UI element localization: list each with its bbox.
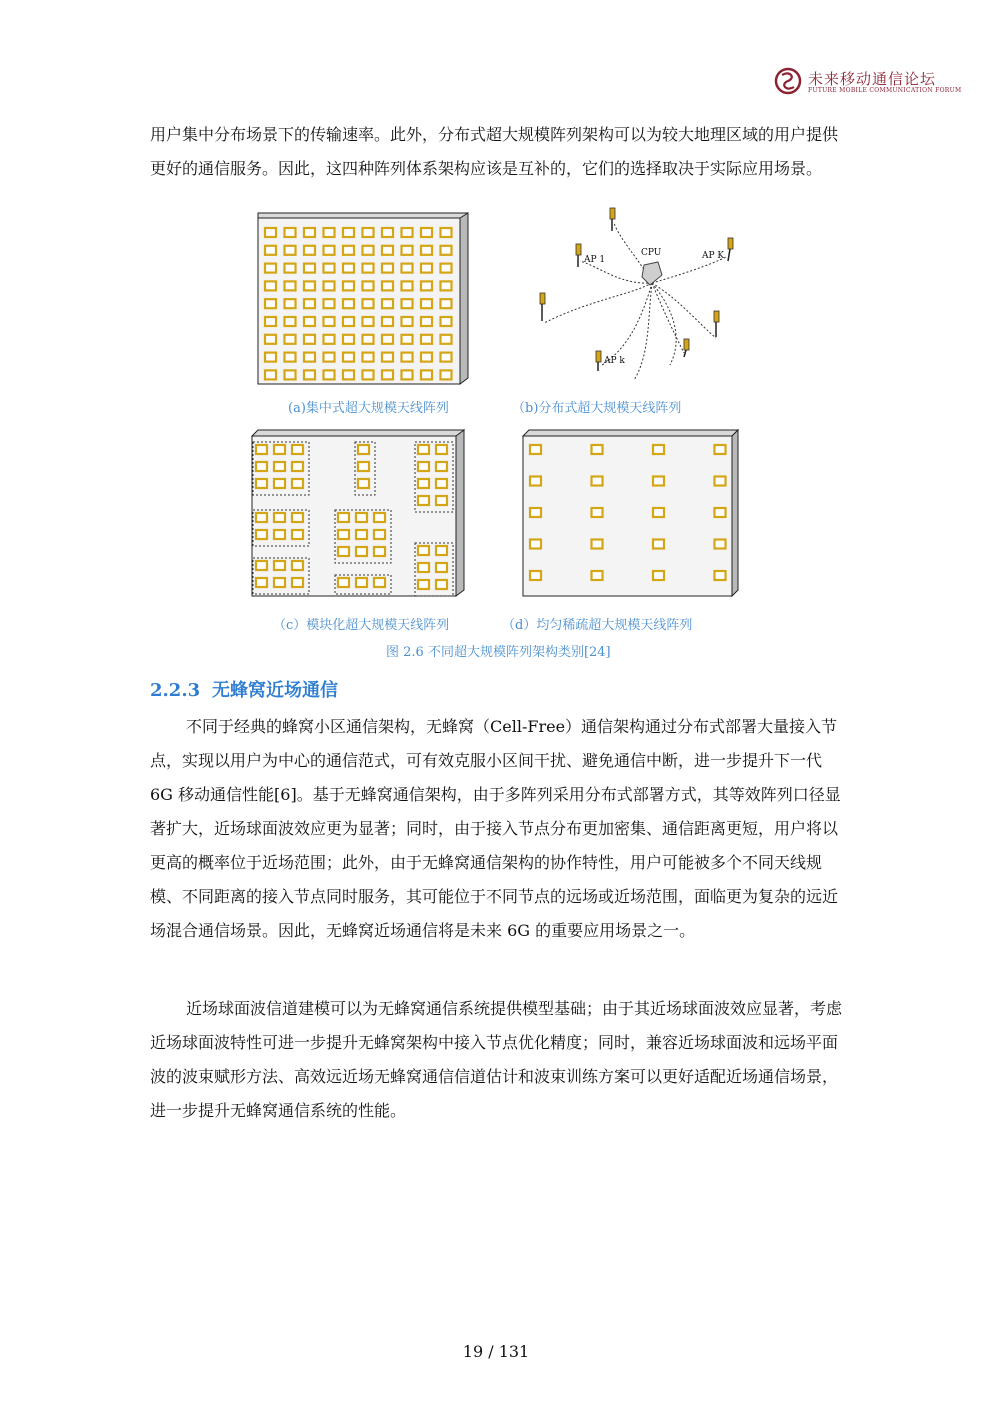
antenna-element: [292, 479, 303, 488]
antenna-element: [343, 228, 354, 237]
antenna-element: [402, 281, 413, 290]
forum-logo: [774, 66, 962, 102]
antenna-element: [421, 370, 432, 379]
section-number: 2.2.3: [150, 680, 201, 701]
antenna-element: [441, 281, 452, 290]
antenna-element: [265, 317, 276, 326]
antenna-element: [402, 246, 413, 255]
antenna-element: [285, 317, 296, 326]
antenna-element: [382, 353, 393, 362]
antenna-element: [324, 353, 335, 362]
antenna-element: [421, 317, 432, 326]
antenna-element: [363, 317, 374, 326]
logo-chinese-name: 未来移动通信论坛: [808, 70, 937, 88]
antenna-element: [374, 547, 385, 556]
antenna-element: [363, 281, 374, 290]
antenna-element: [592, 477, 603, 486]
antenna-element: [592, 508, 603, 517]
antenna-element: [402, 299, 413, 308]
antenna-element: [715, 508, 726, 517]
antenna-element: [285, 335, 296, 344]
apk-label: AP K: [702, 251, 725, 261]
antenna-element: [530, 508, 541, 517]
antenna-element: [304, 246, 315, 255]
ap1-label: AP 1: [584, 255, 606, 265]
cpu-label: CPU: [641, 248, 662, 258]
antenna-element: [592, 540, 603, 549]
antenna-element: [256, 561, 267, 570]
antenna-element: [402, 264, 413, 273]
antenna-element: [358, 479, 369, 488]
antenna-element: [418, 496, 429, 505]
antenna-element: [382, 264, 393, 273]
page-number: 19 / 131: [462, 1342, 530, 1361]
antenna-element: [256, 462, 267, 471]
antenna-element: [304, 370, 315, 379]
antenna-element: [436, 546, 447, 555]
antenna-element: [356, 513, 367, 522]
antenna-element: [292, 530, 303, 539]
section-heading: [150, 676, 338, 702]
antenna-element: [304, 299, 315, 308]
antenna-element: [256, 479, 267, 488]
antenna-element: [285, 264, 296, 273]
antenna-element: [421, 228, 432, 237]
antenna-element: [402, 353, 413, 362]
antenna-element: [356, 530, 367, 539]
antenna-element: [382, 299, 393, 308]
antenna-element: [436, 445, 447, 454]
antenna-element: [436, 496, 447, 505]
antenna-element: [441, 246, 452, 255]
antenna-element: [324, 370, 335, 379]
intro-paragraph: 用户集中分布场景下的传输速率。此外，分布式超大规模阵列架构可以为较大地理区域的用户提供更好的通信服务。因此，这四种阵列体系架构应该是互补的，它们的选择取决于实际应用场景。: [150, 125, 839, 178]
antenna-element: [274, 445, 285, 454]
antenna-element: [285, 370, 296, 379]
figure-a-centralized-array: [250, 210, 475, 388]
antenna-element: [304, 317, 315, 326]
antenna-element: [382, 281, 393, 290]
antenna-element: [274, 561, 285, 570]
antenna-element: [274, 513, 285, 522]
subcaption-a: (a)集中式超大规模天线阵列: [288, 401, 449, 416]
section-paragraph-1: 不同于经典的蜂窝小区通信架构，无蜂窝（Cell-Free）通信架构通过分布式部署大量接入节点，实现以用户为中心的通信范式，可有效克服小区间干扰、避免通信中断，进一步提升下一代 6G 移动通信性能[6]。基于无蜂窝通信架构，由于多阵列采用分布式部署方式，其等效阵列口径显著扩大，近场球面波效应更为显著；同时，由于接入节点分布更加密集、通信距离更短，用户将以更高的概率位于近场范围；此外，由于无蜂窝通信架构的协作特性，用户可能被多个不同天线规模、不同距离的接入节点同时服务，其可能位于不同节点的远场或近场范围，面临更为复杂的远近场混合通信场景。因此，无蜂窝近场通信将是未来 6G 的重要应用场景之一。: [150, 717, 841, 940]
antenna-element: [324, 281, 335, 290]
antenna-element: [343, 370, 354, 379]
antenna-element: [338, 547, 349, 556]
antenna-element: [421, 353, 432, 362]
antenna-element: [274, 530, 285, 539]
antenna-element: [374, 578, 385, 587]
subcaption-c: （c）模块化超大规模天线阵列: [273, 618, 450, 633]
antenna-element: [356, 547, 367, 556]
antenna-element: [324, 335, 335, 344]
antenna-element: [382, 317, 393, 326]
antenna-element: [382, 246, 393, 255]
antenna-element: [265, 299, 276, 308]
figure-b-distributed-array: [530, 205, 745, 390]
antenna-element: [653, 508, 664, 517]
antenna-element: [653, 477, 664, 486]
antenna-element: [402, 228, 413, 237]
antenna-element: [436, 563, 447, 572]
antenna-element: [653, 445, 664, 454]
antenna-element: [265, 228, 276, 237]
antenna-element: [256, 513, 267, 522]
antenna-element: [285, 228, 296, 237]
antenna-element: [374, 530, 385, 539]
antenna-element: [304, 228, 315, 237]
antenna-element: [358, 462, 369, 471]
section-paragraph-2: 近场球面波信道建模可以为无蜂窝通信系统提供模型基础；由于其近场球面波效应显著，考虑近场球面波特性可进一步提升无蜂窝架构中接入节点优化精度；同时，兼容近场球面波和远场平面波的波束赋形方法、高效远近场无蜂窝通信信道估计和波束训练方案可以更好适配近场通信场景，进一步提升无蜂窝通信系统的性能。: [150, 999, 843, 1120]
antenna-element: [292, 445, 303, 454]
antenna-element: [363, 246, 374, 255]
antenna-element: [265, 246, 276, 255]
antenna-element: [592, 571, 603, 580]
antenna-element: [304, 335, 315, 344]
antenna-element: [421, 264, 432, 273]
antenna-element: [285, 246, 296, 255]
antenna-element: [441, 335, 452, 344]
antenna-element: [324, 264, 335, 273]
antenna-element: [382, 228, 393, 237]
antenna-element: [441, 228, 452, 237]
antenna-element: [402, 370, 413, 379]
antenna-element: [715, 477, 726, 486]
antenna-element: [324, 228, 335, 237]
antenna-element: [343, 264, 354, 273]
antenna-element: [292, 462, 303, 471]
antenna-element: [285, 353, 296, 362]
antenna-element: [256, 445, 267, 454]
antenna-element: [402, 335, 413, 344]
subcaption-d: （d）均匀稀疏超大规模天线阵列: [502, 618, 693, 633]
antenna-element: [530, 540, 541, 549]
antenna-element: [418, 563, 429, 572]
antenna-element: [343, 281, 354, 290]
antenna-element: [363, 353, 374, 362]
antenna-element: [592, 445, 603, 454]
antenna-element: [363, 299, 374, 308]
antenna-element: [363, 264, 374, 273]
antenna-element: [418, 546, 429, 555]
subcaption-b: （b)分布式超大规模天线阵列: [512, 401, 682, 416]
antenna-element: [715, 540, 726, 549]
antenna-element: [292, 578, 303, 587]
antenna-element: [285, 299, 296, 308]
antenna-element: [441, 353, 452, 362]
antenna-element: [324, 246, 335, 255]
antenna-element: [441, 264, 452, 273]
antenna-element: [418, 462, 429, 471]
antenna-element: [304, 264, 315, 273]
antenna-element: [441, 299, 452, 308]
logo-english-name: FUTURE MOBILE COMMUNICATION FORUM: [808, 87, 962, 94]
antenna-element: [530, 477, 541, 486]
antenna-element: [324, 299, 335, 308]
antenna-element: [441, 370, 452, 379]
antenna-element: [256, 530, 267, 539]
antenna-element: [436, 580, 447, 589]
section-title: 无蜂窝近场通信: [212, 680, 338, 701]
antenna-element: [274, 479, 285, 488]
antenna-element: [653, 540, 664, 549]
antenna-element: [421, 281, 432, 290]
antenna-element: [418, 445, 429, 454]
antenna-element: [715, 571, 726, 580]
antenna-element: [418, 580, 429, 589]
antenna-element: [374, 513, 385, 522]
antenna-element: [530, 571, 541, 580]
forum-logo-icon: [774, 66, 802, 96]
antenna-element: [265, 335, 276, 344]
antenna-element: [421, 299, 432, 308]
antenna-element: [274, 578, 285, 587]
antenna-element: [421, 246, 432, 255]
antenna-element: [343, 299, 354, 308]
antenna-element: [338, 513, 349, 522]
antenna-element: [265, 281, 276, 290]
antenna-element: [382, 335, 393, 344]
figure-c-modular-array: [248, 428, 468, 600]
antenna-element: [418, 479, 429, 488]
antenna-element: [265, 370, 276, 379]
antenna-element: [343, 335, 354, 344]
antenna-element: [338, 578, 349, 587]
antenna-element: [530, 445, 541, 454]
figure-d-sparse-array: [520, 428, 742, 600]
antenna-element: [402, 317, 413, 326]
antenna-element: [265, 353, 276, 362]
antenna-element: [343, 353, 354, 362]
antenna-element: [653, 571, 664, 580]
antenna-element: [292, 561, 303, 570]
antenna-element: [343, 317, 354, 326]
antenna-element: [358, 445, 369, 454]
antenna-element: [436, 462, 447, 471]
antenna-element: [304, 281, 315, 290]
figure-caption: 图 2.6 不同超大规模阵列架构类别[24]: [386, 645, 611, 660]
apk2-label: AP k: [604, 356, 625, 366]
antenna-element: [363, 228, 374, 237]
antenna-element: [363, 335, 374, 344]
antenna-element: [363, 370, 374, 379]
antenna-element: [265, 264, 276, 273]
antenna-element: [324, 317, 335, 326]
antenna-element: [382, 370, 393, 379]
antenna-element: [292, 513, 303, 522]
antenna-element: [304, 353, 315, 362]
antenna-element: [356, 578, 367, 587]
antenna-element: [421, 335, 432, 344]
antenna-element: [274, 462, 285, 471]
antenna-element: [285, 281, 296, 290]
antenna-element: [441, 317, 452, 326]
antenna-element: [256, 578, 267, 587]
antenna-element: [436, 479, 447, 488]
antenna-element: [715, 445, 726, 454]
antenna-element: [343, 246, 354, 255]
antenna-element: [338, 530, 349, 539]
